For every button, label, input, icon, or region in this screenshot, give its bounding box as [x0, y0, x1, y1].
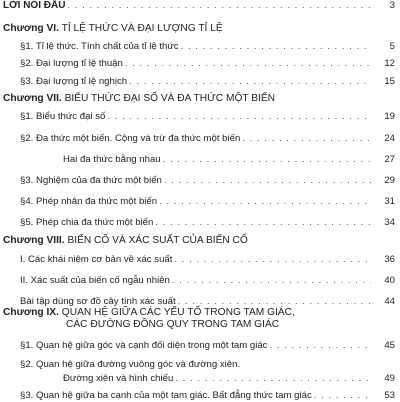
chapter-title: TỈ LỆ THỨC VÀ ĐẠI LƯỢNG TỈ LỆ	[61, 23, 223, 34]
leader-dots	[159, 196, 371, 208]
toc-entry-page: 49	[384, 373, 395, 384]
toc-entry-label: §1. Quan hệ giữa góc và cạnh đối diện trong một tam giác	[20, 340, 268, 351]
toc-entry-label: §2. Đại lượng tỉ lệ thuận	[20, 58, 123, 69]
leader-dots	[125, 58, 371, 70]
toc-entry	[20, 175, 400, 187]
toc-entry-label: §2. Đa thức một biến. Cộng và trừ đa thức một biến	[20, 133, 241, 144]
toc-entry-label: §1. Biểu thức đại số	[20, 111, 106, 122]
toc-entry-page: 34	[384, 217, 395, 228]
toc-entry-label: LỜI NÓI ĐẦU	[3, 0, 66, 11]
toc-entry-page: 45	[384, 340, 395, 351]
toc-entry	[20, 58, 400, 70]
chapter-title-line-1	[3, 307, 295, 319]
toc-entry-page: 40	[384, 275, 395, 286]
chapter-title-line-2: CÁC ĐƯỜNG ĐỒNG QUY TRONG TAM GIÁC	[66, 319, 280, 330]
chapter-prefix: Chương VII.	[3, 93, 62, 104]
leader-dots	[172, 275, 371, 287]
toc-entry-label: §2. Quan hệ giữa đường vuông góc và đường xiên.	[20, 359, 241, 370]
chapter-prefix: Chương IX.	[3, 307, 59, 318]
leader-dots	[174, 254, 371, 266]
toc-entry	[20, 340, 400, 352]
toc-entry-label: II. Xác suất của biến cố ngẫu nhiên	[20, 275, 170, 286]
toc-entry	[63, 373, 400, 385]
toc-entry	[63, 154, 400, 166]
toc-entry-label: Đường xiên và hình chiếu	[63, 373, 174, 384]
leader-dots	[164, 175, 371, 187]
toc-entry	[20, 275, 400, 287]
toc-entry-page: 12	[384, 58, 395, 69]
chapter-prefix: Chương VIII.	[3, 235, 65, 246]
leader-dots	[129, 76, 371, 88]
leader-dots	[155, 217, 371, 229]
toc-entry	[20, 217, 400, 229]
toc-entry	[20, 196, 400, 208]
toc-entry-label: Hai đa thức bằng nhau	[63, 154, 161, 165]
chapter-heading-6	[3, 23, 395, 35]
toc-entry-page: 31	[384, 196, 395, 207]
toc-entry-page: 3	[389, 0, 395, 11]
toc-entry-preface	[3, 0, 400, 12]
toc-entry-label: §3. Nghiệm của đa thức một biến	[20, 175, 162, 186]
chapter-title: BIẾN CỐ VÀ XÁC SUẤT CỦA BIẾN CỐ	[67, 235, 248, 246]
toc-entry	[20, 41, 400, 53]
toc-entry-label: Bài tập dùng sơ đồ cây tính xác suất	[20, 296, 176, 307]
toc-entry-page: 29	[384, 175, 395, 186]
toc-entry	[20, 76, 400, 88]
toc-entry-page: 36	[384, 254, 395, 265]
leader-dots	[314, 390, 371, 402]
chapter-heading-7	[3, 93, 395, 105]
leader-dots	[67, 0, 371, 12]
leader-dots	[269, 340, 371, 352]
chapter-heading-8	[3, 235, 395, 247]
leader-dots	[163, 154, 371, 166]
toc-entry-label: §1. Tỉ lệ thức. Tính chất của tỉ lệ thức	[20, 41, 179, 52]
toc-entry-page: 44	[384, 296, 395, 307]
toc-entry	[20, 390, 400, 402]
leader-dots	[107, 111, 371, 123]
toc-entry-page: 53	[384, 390, 395, 401]
chapter-prefix: Chương VI.	[3, 23, 59, 34]
toc-entry	[20, 111, 400, 123]
leader-dots	[242, 133, 371, 145]
toc-entry-label: §3. Đại lượng tỉ lệ nghịch	[20, 76, 128, 87]
toc-entry-label: §5. Phép chia đa thức một biến	[20, 217, 154, 228]
toc-entry	[20, 254, 400, 266]
toc-entry-label: I. Các khái niệm cơ bản về xác suất	[20, 254, 173, 265]
chapter-title: QUAN HỆ GIỮA CÁC YẾU TỐ TRONG TAM GIÁC,	[61, 307, 295, 318]
toc-entry-page: 15	[384, 76, 395, 87]
toc-entry-page: 24	[384, 133, 395, 144]
leader-dots	[175, 373, 371, 385]
toc-entry-page: 27	[384, 154, 395, 165]
chapter-title: BIỂU THỨC ĐẠI SỐ VÀ ĐA THỨC MỘT BIẾN	[64, 93, 276, 104]
toc-entry-label: §3. Quan hệ giữa ba cạnh của một tam giác. Bất đẳng thức tam giác	[20, 390, 312, 401]
toc-entry-page: 5	[389, 41, 395, 52]
toc-entry	[20, 133, 400, 145]
toc-entry-page: 19	[384, 111, 395, 122]
toc-entry-label: §4. Phép nhân đa thức một biến	[20, 196, 158, 207]
leader-dots	[181, 41, 371, 53]
